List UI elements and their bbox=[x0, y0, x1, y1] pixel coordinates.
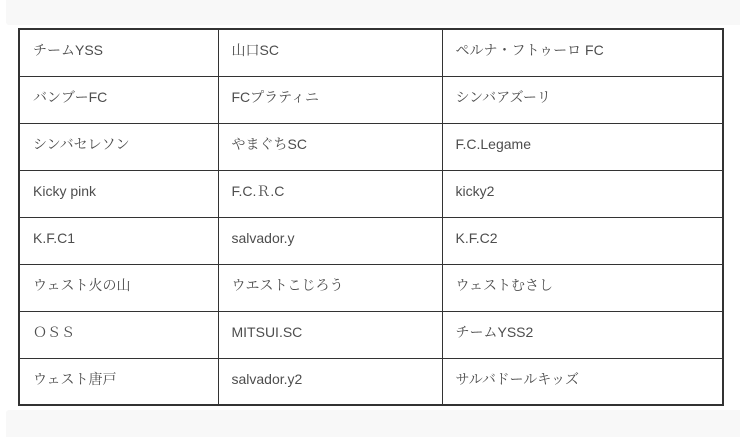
table-cell: チームYSS2 bbox=[442, 311, 723, 358]
table-cell: ウェスト唐戸 bbox=[19, 358, 218, 405]
table-cell: 山口SC bbox=[218, 29, 442, 76]
table-cell: ＯＳＳ bbox=[19, 311, 218, 358]
table-row bbox=[19, 29, 723, 76]
table-row bbox=[19, 311, 723, 358]
table-cell: やまぐちSC bbox=[218, 123, 442, 170]
table-cell: F.C.Legame bbox=[442, 123, 723, 170]
table-cell: kicky2 bbox=[442, 170, 723, 217]
table-cell: シンバセレソン bbox=[19, 123, 218, 170]
table-row bbox=[19, 123, 723, 170]
table-cell: ペルナ・フトゥーロ FC bbox=[442, 29, 723, 76]
table-cell: K.F.C1 bbox=[19, 217, 218, 264]
page-background-band-bottom bbox=[6, 410, 740, 437]
table-row bbox=[19, 170, 723, 217]
team-table bbox=[18, 28, 724, 406]
table-cell: K.F.C2 bbox=[442, 217, 723, 264]
table-cell: MITSUI.SC bbox=[218, 311, 442, 358]
table-row bbox=[19, 217, 723, 264]
table-row bbox=[19, 76, 723, 123]
table-cell: salvador.y bbox=[218, 217, 442, 264]
table-cell: ウェスト火の山 bbox=[19, 264, 218, 311]
table-cell: シンバアズーリ bbox=[442, 76, 723, 123]
table-cell: チームYSS bbox=[19, 29, 218, 76]
table-cell: FCプラティニ bbox=[218, 76, 442, 123]
table-cell: salvador.y2 bbox=[218, 358, 442, 405]
table-cell: Kicky pink bbox=[19, 170, 218, 217]
page-background-band-top bbox=[6, 0, 740, 25]
table-cell: ウェストむさし bbox=[442, 264, 723, 311]
table-cell: サルバドールキッズ bbox=[442, 358, 723, 405]
table-row bbox=[19, 264, 723, 311]
table-cell: バンブーFC bbox=[19, 76, 218, 123]
table-cell: F.C.Ｒ.C bbox=[218, 170, 442, 217]
table-row bbox=[19, 358, 723, 405]
table-cell: ウエストこじろう bbox=[218, 264, 442, 311]
